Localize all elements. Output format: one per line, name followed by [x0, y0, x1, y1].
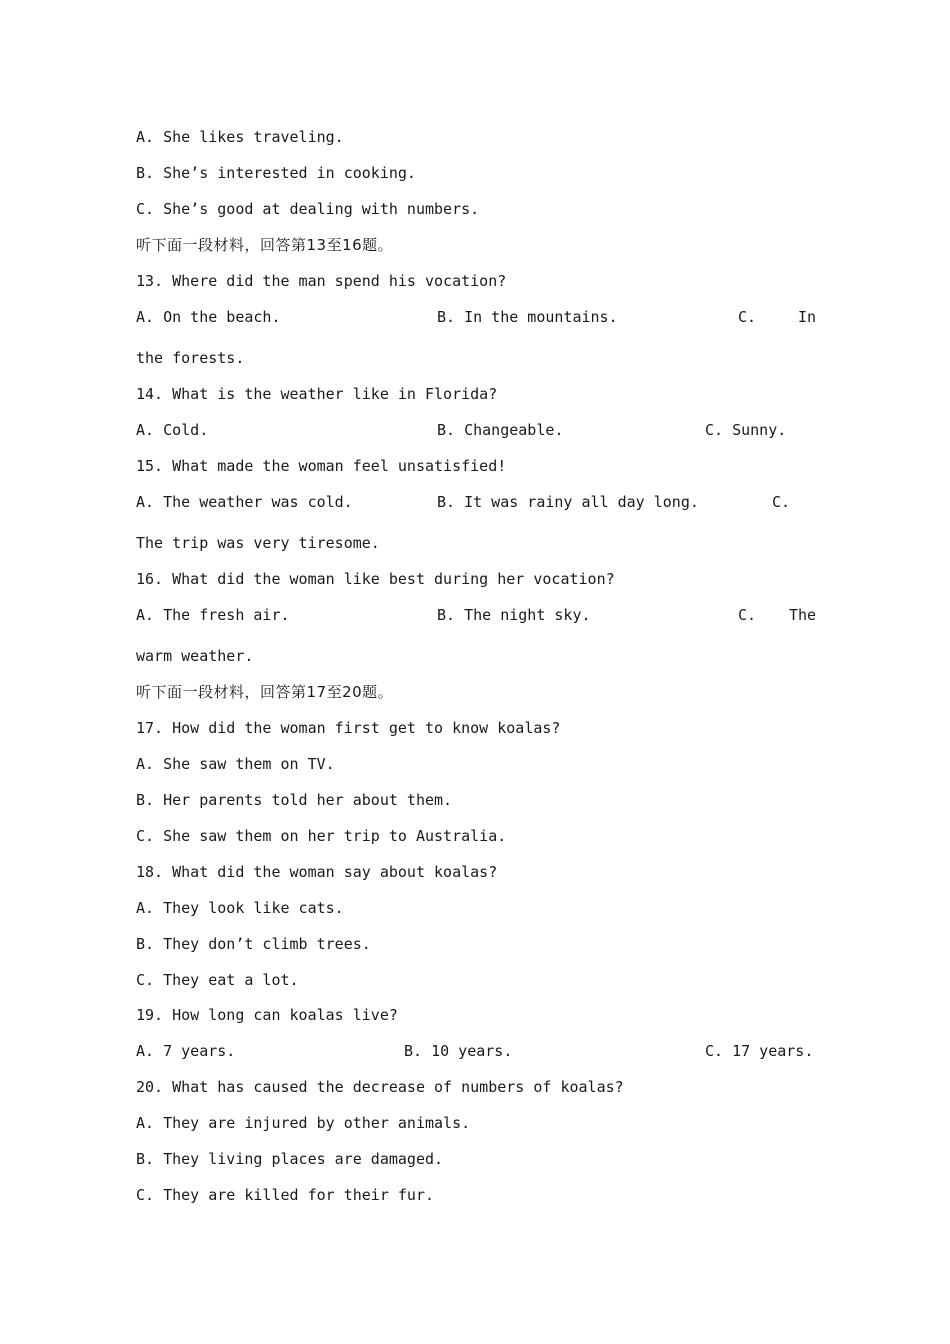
q20-option-c: C. They are killed for their fur. — [136, 1186, 435, 1204]
q15-option-a: A. The weather was cold. — [136, 493, 353, 511]
q19-option-c: C. 17 years. — [705, 1042, 814, 1060]
q16-option-c-word: The — [789, 606, 817, 624]
q13-option-c-word: In — [798, 308, 817, 326]
q15-option-b: B. It was rainy all day long. — [437, 493, 699, 511]
q13-option-b: B. In the mountains. — [437, 308, 618, 326]
q20-option-b: B. They living places are damaged. — [136, 1150, 444, 1168]
q13-option-c-rest: the forests. — [136, 349, 245, 367]
q18-option-b: B. They don’t climb trees. — [136, 935, 371, 953]
q19-question: 19. How long can koalas live? — [136, 1006, 398, 1024]
q19-option-b: B. 10 years. — [404, 1042, 513, 1060]
q12-option-b: B. She’s interested in cooking. — [136, 164, 416, 182]
section-heading-13-16: 听下面一段材料，回答第13至16题。 — [136, 236, 394, 254]
q16-option-a: A. The fresh air. — [136, 606, 290, 624]
q16-option-b: B. The night sky. — [437, 606, 591, 624]
q16-question: 16. What did the woman like best during her vocation? — [136, 570, 615, 588]
q13-option-a: A. On the beach. — [136, 308, 281, 326]
q15-question: 15. What made the woman feel unsatisfied! — [136, 457, 507, 475]
q12-option-c: C. She’s good at dealing with numbers. — [136, 200, 480, 218]
q17-option-c: C. She saw them on her trip to Australia. — [136, 827, 507, 845]
q14-option-c: C. Sunny. — [705, 421, 787, 439]
q14-option-b: B. Changeable. — [437, 421, 564, 439]
q20-option-a: A. They are injured by other animals. — [136, 1114, 471, 1132]
q14-question: 14. What is the weather like in Florida? — [136, 385, 498, 403]
q15-option-c-rest: The trip was very tiresome. — [136, 534, 380, 552]
q19-option-a: A. 7 years. — [136, 1042, 236, 1060]
q17-option-b: B. Her parents told her about them. — [136, 791, 453, 809]
q18-option-c: C. They eat a lot. — [136, 971, 299, 989]
q15-option-c-letter: C. — [772, 493, 791, 511]
q17-option-a: A. She saw them on TV. — [136, 755, 335, 773]
q16-option-c-letter: C. — [738, 606, 757, 624]
section-heading-17-20: 听下面一段材料，回答第17至20题。 — [136, 683, 394, 701]
q18-option-a: A. They look like cats. — [136, 899, 344, 917]
q14-option-a: A. Cold. — [136, 421, 209, 439]
q16-option-c-rest: warm weather. — [136, 647, 254, 665]
q18-question: 18. What did the woman say about koalas? — [136, 863, 498, 881]
q12-option-a: A. She likes traveling. — [136, 128, 344, 146]
q17-question: 17. How did the woman first get to know koalas? — [136, 719, 561, 737]
q20-question: 20. What has caused the decrease of numbers of koalas? — [136, 1078, 624, 1096]
q13-option-c-letter: C. — [738, 308, 757, 326]
q13-question: 13. Where did the man spend his vocation? — [136, 272, 507, 290]
